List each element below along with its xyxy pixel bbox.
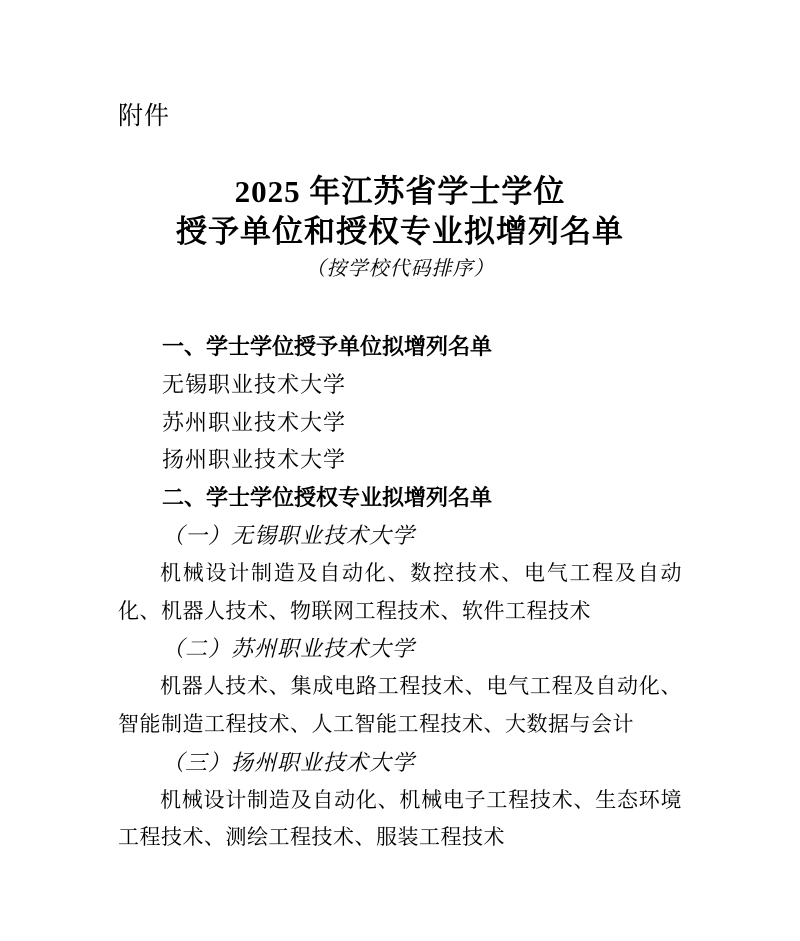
subsection-3-label: （三）扬州职业技术大学 — [162, 749, 416, 775]
subsection-2-label: （二）苏州职业技术大学 — [162, 636, 416, 662]
document-body — [118, 328, 682, 857]
subsection-3-majors: 机械设计制造及自动化、机械电子工程技术、生态环境工程技术、测绘工程技术、服装工程技术 — [118, 787, 682, 850]
section-1-heading: 一、学士学位授予单位拟增列名单 — [162, 334, 493, 359]
university-list-item-1: 无锡职业技术大学 — [162, 371, 347, 397]
document-title-line-2: 授予单位和授权专业拟增列名单 — [176, 214, 624, 249]
university-list-item-2: 苏州职业技术大学 — [162, 409, 347, 435]
attachment-label: 附件 — [118, 102, 171, 130]
university-list-item-3: 扬州职业技术大学 — [162, 447, 347, 473]
subsection-1-majors: 机械设计制造及自动化、数控技术、电气工程及自动化、机器人技术、物联网工程技术、软件工程技术 — [118, 560, 682, 623]
section-2-heading: 二、学士学位授权专业拟增列名单 — [162, 485, 493, 511]
subsection-1-label: （一）无锡职业技术大学 — [162, 522, 416, 548]
document-title-line-1: 2025 年江苏省学士学位 — [234, 174, 566, 209]
document-title-block — [0, 172, 800, 283]
document-subtitle: （按学校代码排序） — [305, 258, 495, 280]
subsection-2-majors: 机器人技术、集成电路工程技术、电气工程及自动化、智能制造工程技术、人工智能工程技术、大数据与会计 — [118, 674, 682, 736]
